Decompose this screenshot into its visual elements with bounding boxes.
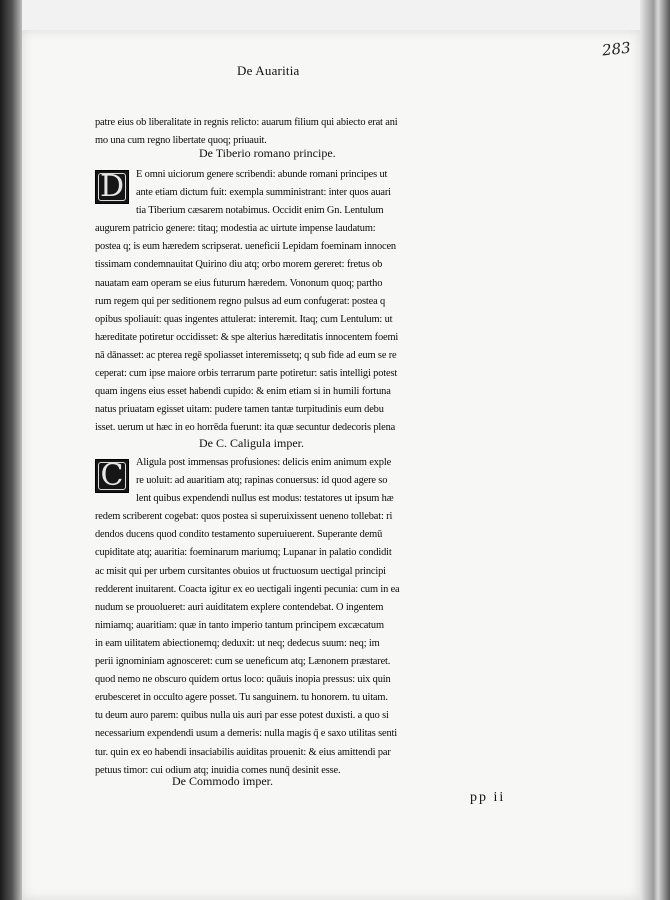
text-line: Aligula post immensas profusiones: delicis enim animum exple <box>136 457 392 468</box>
text-line: cupiditate atq; auaritia: foeminarum mariumq; Lupanar in palatio condidit <box>95 547 392 559</box>
text-line: tu deum auro parem: quibus nulla uis auri par esse potest duxisti. a quo si <box>95 710 389 722</box>
text-line: tia Tiberium cæsarem notabimus. Occidit enim Gn. Lentulum <box>136 205 384 217</box>
book-page <box>22 30 640 900</box>
text-line: nauatam eam operam se eius futurum hæredem. Vononum quoq; partho <box>95 277 383 289</box>
text-line: augurem patricio genere: titaq; modestia ac uirtute impense laudatum: <box>95 223 376 235</box>
continuation-text <box>95 114 515 150</box>
text-line: mo una cum regno libertate quoq; priuauit. <box>95 135 267 147</box>
text-line: patre eius ob liberalitate in regnis relicto: auarum filium qui abiecto erat ani <box>95 117 398 128</box>
text-line: nimiamq; auaritiam: quæ in tanto imperio tantum principem excæcatum <box>95 619 384 631</box>
text-line: redderent inuitarent. Coacta igitur ex eo uectigali ingenti pecunia: cum in ea <box>95 583 400 595</box>
text-line: lent quibus expendendi nullus est modus: testatores ut ipsum hæ <box>136 493 394 505</box>
page-edge-right <box>640 0 670 900</box>
text-line: ceperat: cum ipse maiore orbis terrarum parte potiretur: satis intelligi potest <box>95 368 398 380</box>
text-line: dendos ducens quod condito testamento superuiuerent. Superante demū <box>95 529 383 541</box>
binding-edge <box>0 0 22 900</box>
text-line: rum regem qui per seditionem regno pulsus ad eum confugerat: postea q <box>95 295 386 307</box>
section-heading-caligula: De C. Caligula imper. <box>199 436 304 450</box>
initial-letter: C <box>100 458 124 493</box>
signature-mark: pp ii <box>470 790 506 805</box>
text-line: in eam uilitatem abiectionemq; deduxit: ut neq; dedecus suum: neq; im <box>95 637 380 649</box>
text-line: quam ingens eius esset habendi cupido: & enim etiam si in humili fortuna <box>95 386 391 398</box>
text-line: quod nemo ne obscuro quidem ortus loco: quāuis inopia pressus: uix quin <box>95 674 391 686</box>
text-line: nudum se prouolueret: auri auiditatem explere contendebat. O ingentem <box>95 601 384 613</box>
folio-number: 283 <box>601 38 632 60</box>
text-line: postea q; is eum hæredem scripserat. ueneficii Lepidam foeminam innocen <box>95 241 396 253</box>
section-heading-tiberius: De Tiberio romano principe. <box>199 146 336 160</box>
text-line: isset. uerum ut hæc in eo horrēda fuerunt: ita quæ secuntur dedecoris plena <box>95 422 396 434</box>
text-line: perii ignominiam agnosceret: cum se ueneficum atq; Lænonem præstaret. <box>95 656 391 668</box>
text-line: ante etiam dictum fuit: exempla sumministrant: inter quos auari <box>136 187 391 199</box>
text-line: hæreditate potiretur occidisset: & spe alterius hæreditatis innocentem foemi <box>95 331 399 343</box>
text-line: tissimam condemnauitat Quirino diu atq; orbo morem gereret: fretus ob <box>95 259 383 271</box>
text-line: natus priuatam egisset uitam: pudere tamen tantæ turpitudinis eum debu <box>95 404 384 416</box>
text-line: tur. quin ex eo habendi insaciabilis auiditas prouenit: & eius amittendi par <box>95 746 391 758</box>
initial-letter: D <box>99 169 125 204</box>
text-line: erubesceret in occulto agere posset. Tu sanguinem. tu honorem. tu uitam. <box>95 692 388 704</box>
section-body-tiberius <box>95 166 515 437</box>
text-line: E omni uiciorum genere scribendi: abunde romani principes ut <box>136 169 388 180</box>
section-heading-commodus: De Commodo imper. <box>172 774 273 788</box>
text-line: re uoluit: ad auaritiam atq; rapinas conuersus: id quod agere so <box>136 475 388 487</box>
text-line: nā dānasset: ac pterea regē spoliasset interemissetq; q sub fide ad eum se re <box>95 349 397 361</box>
text-line: necessarium expendendi usum a demeris: nulla magis q̄ e saxo utilitas senti <box>95 728 397 740</box>
text-line: ac misit qui per urbem cursitantes obuios ut fructuosum uectigal principi <box>95 565 386 577</box>
text-line: petuus timor: cui odium atq; inuidia comes nunq̄ desinit esse. <box>95 764 341 776</box>
text-line: opibus spoliauit: quas ingentes attulerat: interemit. Itaq; cum Lentulum: ut <box>95 313 393 325</box>
running-head: De Auaritia <box>237 63 300 78</box>
section-body-caligula <box>95 454 515 780</box>
text-line: redem scriberent cogebat: quos postea si superuixissent ueneno tollebat: ri <box>95 511 393 523</box>
